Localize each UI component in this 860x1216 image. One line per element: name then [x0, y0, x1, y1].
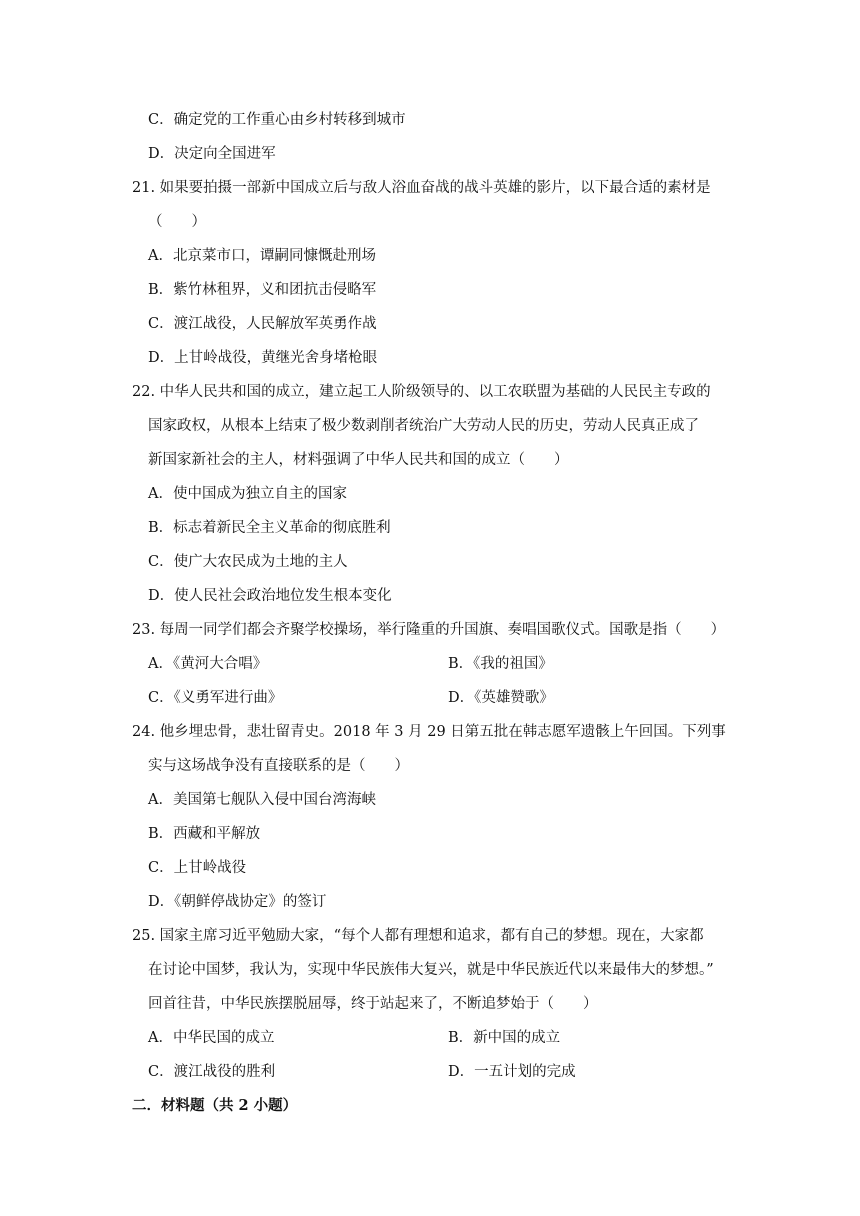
q24-option-a: A．美国第七舰队入侵中国台湾海峡: [148, 792, 376, 808]
q20-option-c: C．确定党的工作重心由乡村转移到城市: [148, 112, 406, 128]
q24-stem-cont: 实与这场战争没有直接联系的是（ ）: [148, 758, 409, 774]
q22-option-a: A．使中国成为独立自主的国家: [148, 486, 347, 502]
q25-option-d: D．一五计划的完成: [448, 1064, 576, 1080]
q24-option-c: C．上甘岭战役: [148, 860, 247, 876]
q23-stem: 23. 每周一同学们都会齐聚学校操场，举行隆重的升国旗、奏唱国歌仪式。国歌是指（ ）: [132, 622, 726, 638]
q24-stem: 24. 他乡埋忠骨，悲壮留青史。2018 年 3 月 29 日第五批在韩志愿军遗骸上午回国。下列事: [132, 724, 726, 740]
q23-option-a: A．《黄河大合唱》: [148, 656, 268, 672]
q25-option-c: C．渡江战役的胜利: [148, 1064, 276, 1080]
q25-stem-cont: 回首往昔，中华民族摆脱屈辱，终于站起来了，不断追梦始于（ ）: [148, 996, 598, 1012]
q22-option-d: D．使人民社会政治地位发生根本变化: [148, 588, 392, 604]
q23-option-b: B．《我的祖国》: [448, 656, 553, 672]
section-heading: 二．材料题（共 2 小题）: [132, 1097, 298, 1114]
q23-option-d: D．《英雄赞歌》: [448, 690, 554, 706]
q21-option-a: A．北京菜市口，谭嗣同慷慨赴刑场: [148, 248, 376, 264]
q24-option-d: D．《朝鲜停战协定》的签订: [148, 894, 327, 910]
q22-stem: 22. 中华人民共和国的成立，建立起工人阶级领导的、以工农联盟为基础的人民民主专政的: [132, 384, 711, 400]
q22-option-b: B．标志着新民全主义革命的彻底胜利: [148, 520, 391, 536]
q22-stem-cont: 国家政权，从根本上结束了极少数剥削者统治广大劳动人民的历史，劳动人民真正成了: [148, 418, 699, 434]
q20-option-d: D．决定向全国进军: [148, 146, 276, 162]
q22-stem-cont: 新国家新社会的主人，材料强调了中华人民共和国的成立（ ）: [148, 452, 569, 468]
q21-stem: 21. 如果要拍摄一部新中国成立后与敌人浴血奋战的战斗英雄的影片，以下最合适的素材是: [132, 180, 711, 196]
q22-option-c: C．使广大农民成为土地的主人: [148, 554, 348, 570]
q21-option-c: C．渡江战役，人民解放军英勇作战: [148, 316, 377, 332]
q25-option-a: A．中华民国的成立: [148, 1030, 275, 1046]
q25-stem-cont: 在讨论中国梦，我认为，实现中华民族伟大复兴，就是中华民族近代以来最伟大的梦想。”: [148, 962, 714, 978]
q25-stem: 25. 国家主席习近平勉励大家，“每个人都有理想和追求，都有自己的梦想。现在，大家都: [132, 928, 704, 944]
q21-option-d: D．上甘岭战役，黄继光舍身堵枪眼: [148, 350, 378, 366]
q21-option-b: B．紫竹林租界，义和团抗击侵略军: [148, 282, 377, 298]
q23-option-c: C．《义勇军进行曲》: [148, 690, 283, 706]
q21-stem-cont: （ ）: [148, 214, 206, 230]
q24-option-b: B．西藏和平解放: [148, 826, 261, 842]
q25-option-b: B．新中国的成立: [448, 1030, 561, 1046]
